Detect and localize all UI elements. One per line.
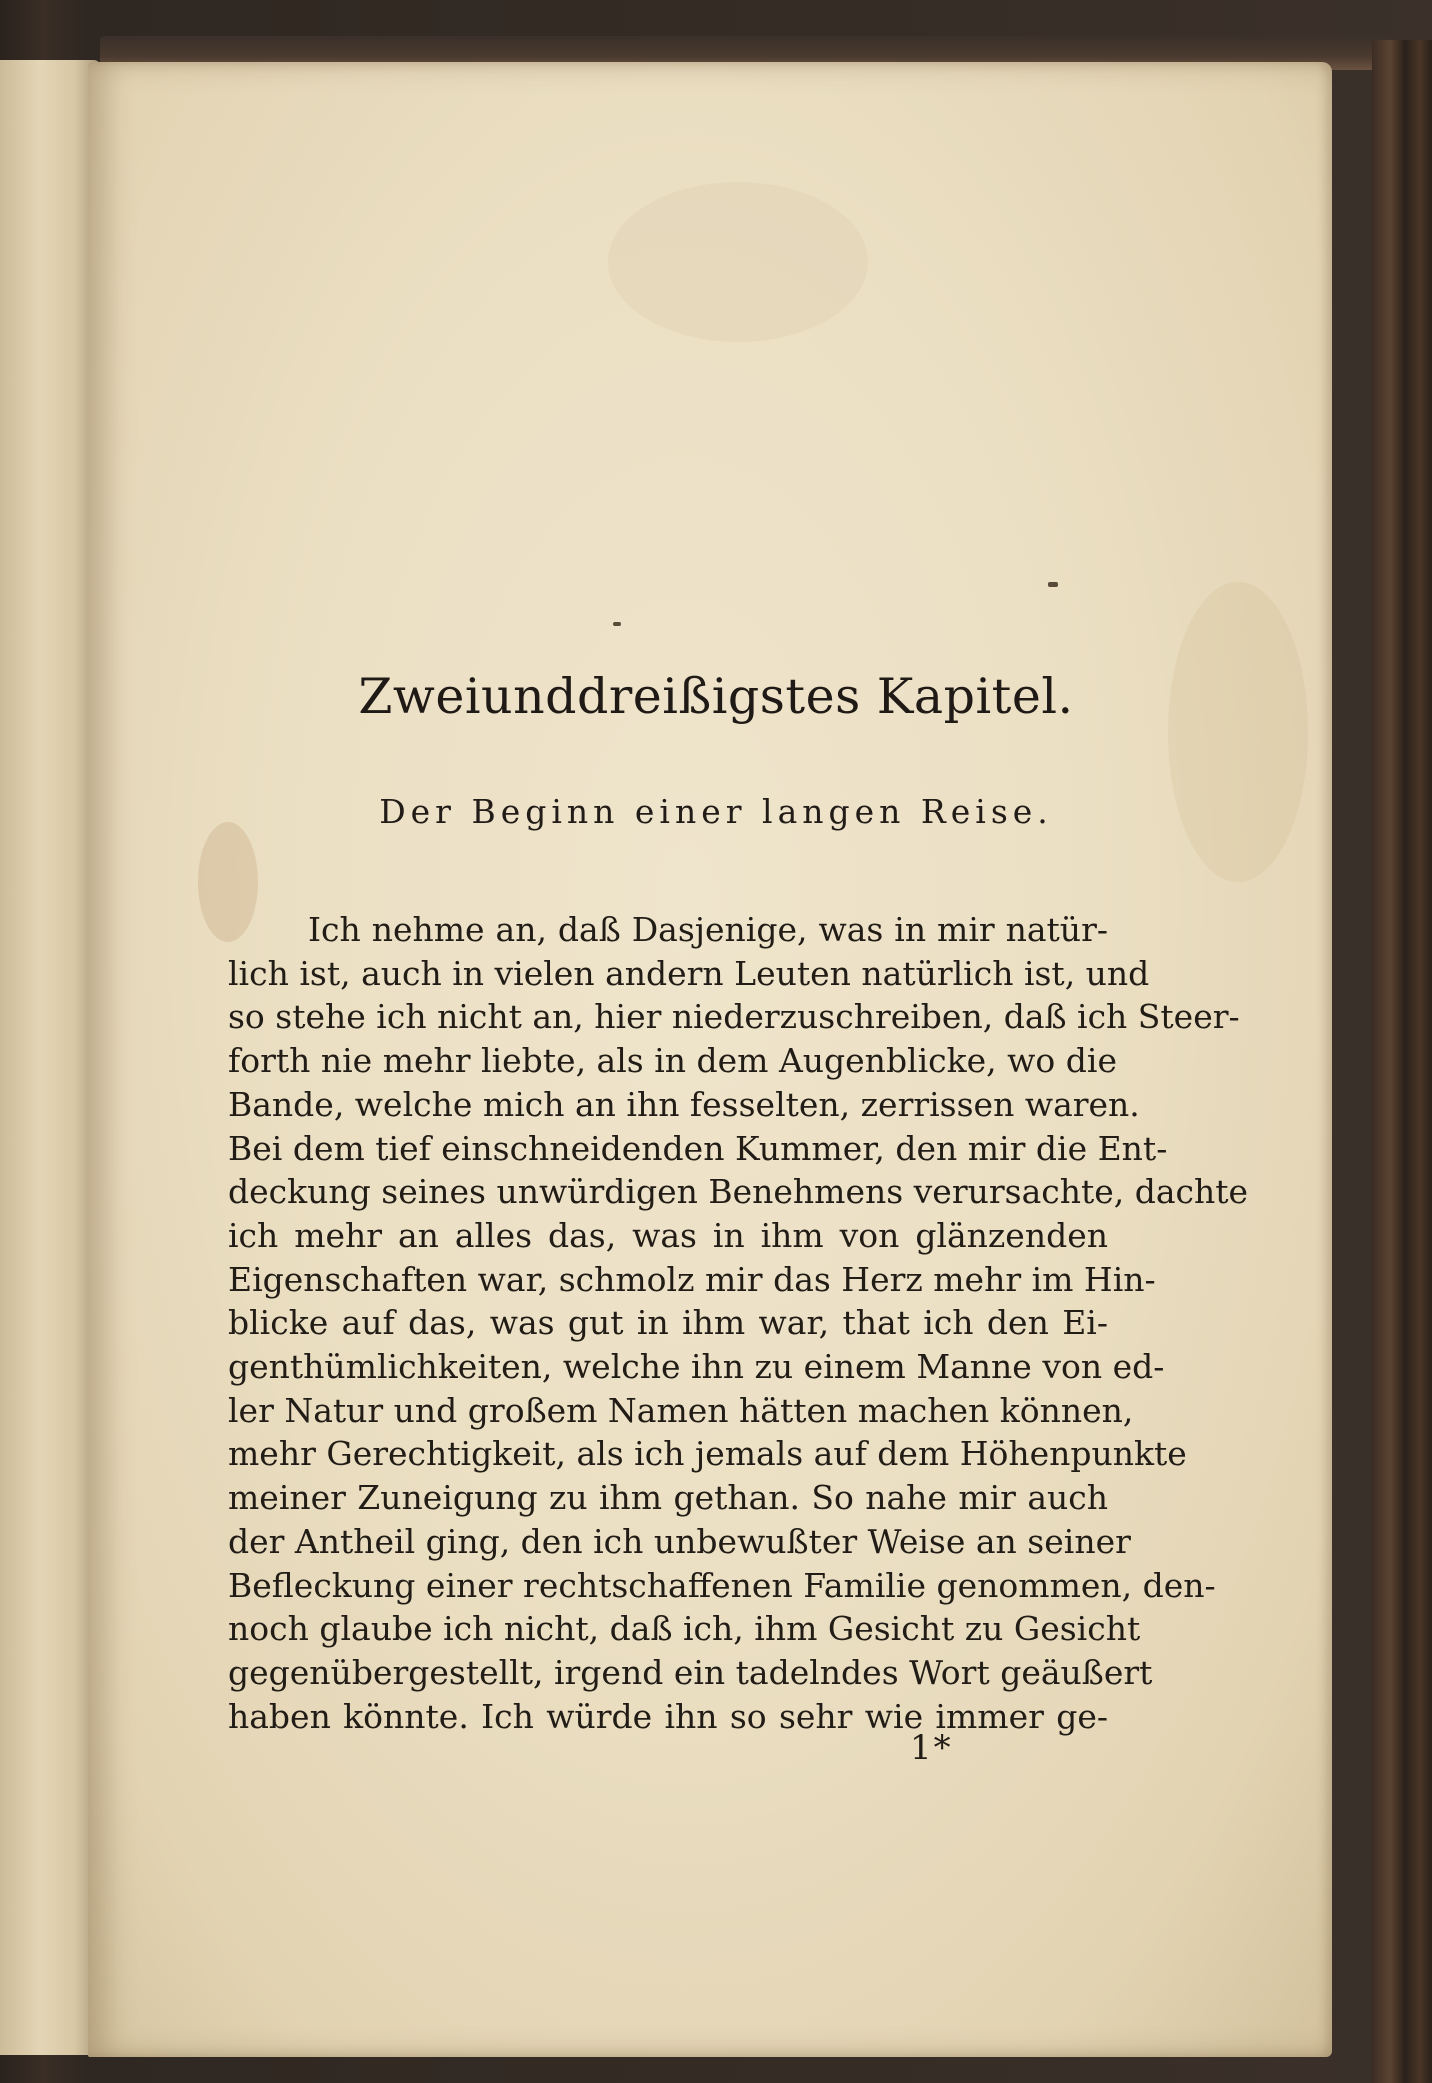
text-line: der Antheil ging, den ich unbewußter Weise an seiner [228, 1521, 1131, 1561]
text-line: gegenübergestellt, irgend ein tadelndes Wort geäußert [228, 1652, 1153, 1692]
body-text [228, 908, 1249, 1738]
signature-mark: 1* [910, 1728, 953, 1768]
text-line: meiner Zuneigung zu ihm gethan. So nahe mir auch [228, 1478, 1108, 1518]
page-stain [608, 182, 868, 342]
text-line: haben könnte. Ich würde ihn so sehr wie immer ge- [228, 1696, 1108, 1736]
ink-speck [613, 622, 621, 626]
text-line: Ich nehme an, daß Dasjenige, was in mir natür- [308, 910, 1108, 949]
text-line: mehr Gerechtigkeit, als ich jemals auf dem Höhenpunkte [228, 1434, 1187, 1474]
text-line: forth nie mehr liebte, als in dem Augenblicke, wo die [228, 1041, 1117, 1081]
text-line: ler Natur und großem Namen hätten machen können, [228, 1390, 1134, 1430]
chapter-title: Zweiunddreißigstes Kapitel. [358, 668, 1074, 725]
text-line: blicke auf das, was gut in ihm war, that ich den Ei- [228, 1303, 1108, 1343]
text-line: Bande, welche mich an ihn fesselten, zerrissen waren. [228, 1084, 1140, 1124]
text-line: noch glaube ich nicht, daß ich, ihm Gesicht zu Gesicht [228, 1609, 1141, 1649]
ink-speck [1048, 582, 1058, 587]
text-line: lich ist, auch in vielen andern Leuten natürlich ist, und [228, 953, 1150, 993]
left-page-edge [0, 60, 100, 2055]
chapter-subtitle: Der Beginn einer langen Reise. [379, 792, 1053, 831]
book-cover-right-edge [1372, 40, 1432, 2083]
text-line: Eigenschaften war, schmolz mir das Herz mehr im Hin- [228, 1259, 1156, 1299]
text-line: deckung seines unwürdigen Benehmens verursachte, dachte [228, 1172, 1249, 1212]
text-line: Befleckung einer rechtschaffenen Familie genommen, den- [228, 1565, 1216, 1605]
text-line: so stehe ich nicht an, hier niederzuschreiben, daß ich Steer- [228, 997, 1240, 1037]
text-line: ich mehr an alles das, was in ihm von glänzenden [228, 1215, 1108, 1255]
page-stain [1168, 582, 1308, 882]
text-line: Bei dem tief einschneidenden Kummer, den mir die Ent- [228, 1128, 1168, 1168]
text-line: genthümlichkeiten, welche ihn zu einem Manne von ed- [228, 1347, 1165, 1387]
